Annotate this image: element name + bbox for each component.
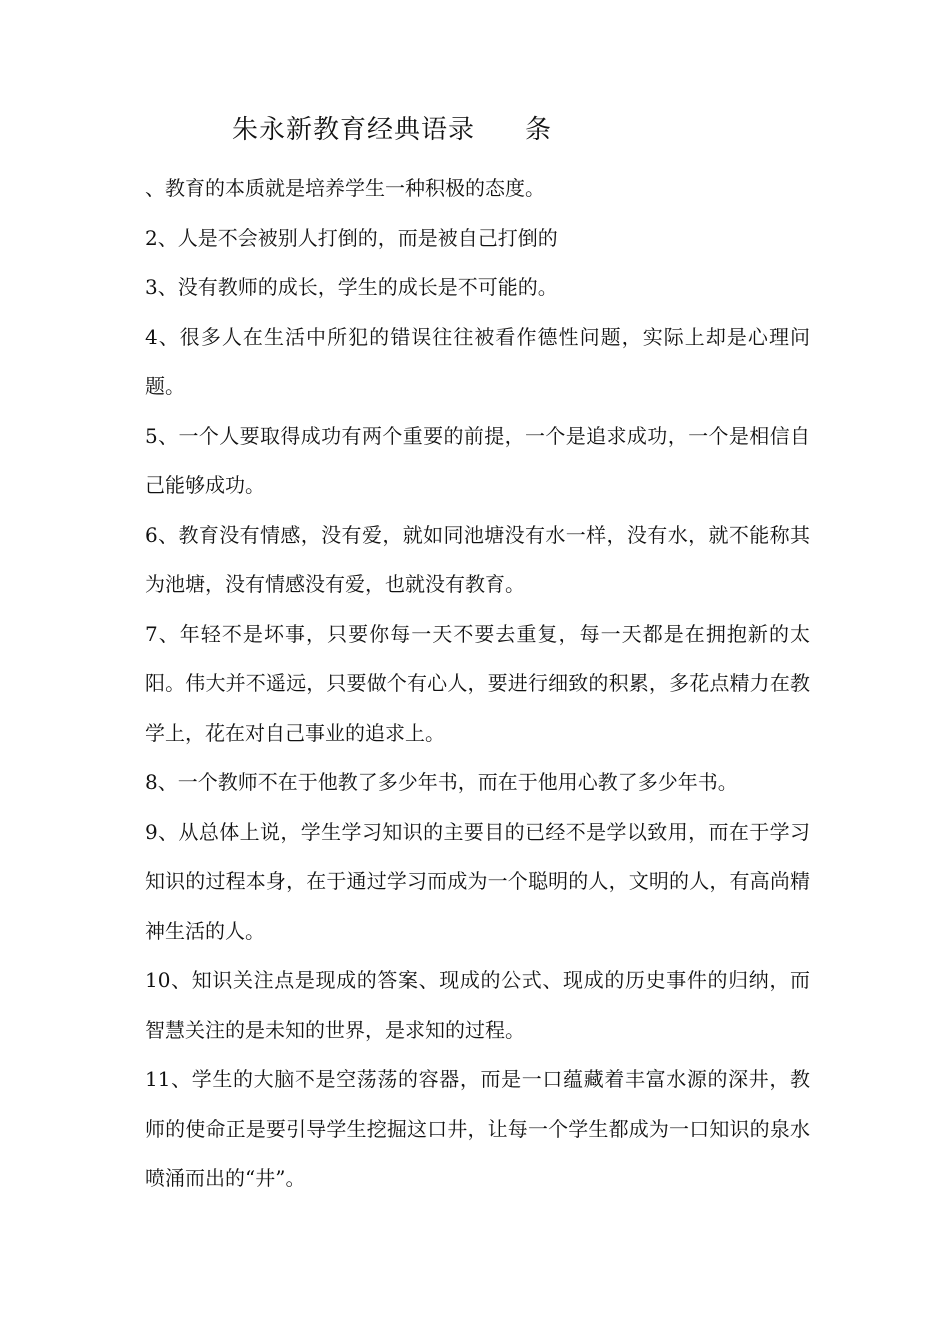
quote-item-8: 8、一个教师不在于他教了多少年书，而在于他用心教了多少年书。: [145, 770, 738, 794]
quote-item-9: 9、从总体上说，学生学习知识的主要目的已经不是学以致用，而在于学习知识的过程本身，在于通过学习而成为一个聪明的人，文明的人，有高尚精神生活的人。: [145, 819, 810, 943]
quote-item-11: 11、学生的大脑不是空荡荡的容器，而是一口蕴藏着丰富水源的深井，教师的使命正是要引导学生挖掘这口井，让每一个学生都成为一口知识的泉水喷涌而出的“井”。: [145, 1067, 810, 1190]
document-title-main: 朱永新教育经典语录: [232, 115, 476, 145]
document-title-suffix: 条: [525, 115, 553, 145]
quote-item-10: 10、知识关注点是现成的答案、现成的公式、现成的历史事件的归纳，而智慧关注的是未知的世界，是求知的过程。: [145, 968, 810, 1042]
quote-item-7: 7、年轻不是坏事，只要你每一天不要去重复，每一天都是在拥抱新的太阳。伟大并不遥远，只要做个有心人，要进行细致的积累，多花点精力在教学上，花在对自己事业的追求上。: [145, 621, 810, 745]
quote-item-1: 、教育的本质就是培养学生一种积极的态度。: [145, 176, 545, 200]
quote-list: [145, 164, 810, 1204]
quote-item-6: 6、教育没有情感，没有爱，就如同池塘没有水一样，没有水，就不能称其为池塘，没有情感没有爱，也就没有教育。: [145, 522, 810, 596]
quote-item-3: 3、没有教师的成长，学生的成长是不可能的。: [145, 275, 558, 299]
document-title: [232, 110, 552, 150]
quote-item-2: 2、人是不会被别人打倒的，而是被自己打倒的: [145, 225, 558, 250]
quote-item-4: 4、很多人在生活中所犯的错误往往被看作德性问题，实际上却是心理问题。: [145, 324, 810, 398]
quote-item-5: 5、一个人要取得成功有两个重要的前提，一个是追求成功，一个是相信自己能够成功。: [145, 423, 810, 497]
